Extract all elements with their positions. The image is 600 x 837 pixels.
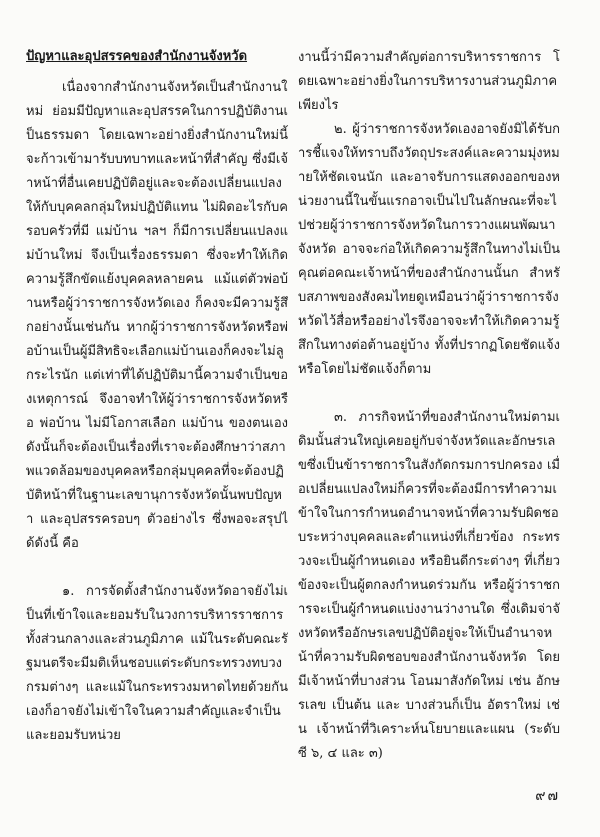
paragraph-item-1-continued: งานนี้ว่ามีความสำคัญต่อการบริหารราชการ โดยเฉพาะอย่างยิ่งในการบริหารงานส่วนภูมิภาคเพียงไร: [298, 50, 560, 113]
page-number: ๙๗: [535, 788, 560, 804]
paragraph-gap: [26, 556, 288, 580]
paragraph-gap: [298, 382, 560, 406]
right-column: [298, 46, 560, 766]
paragraph-item-2: ๒. ผู้ว่าราชการจังหวัดเองอาจยังมิได้รับการชี้แจงให้ทราบถึงวัตถุประสงค์และความมุ่งหมายให้ชัดเจนนัก และอาจรับการแสดงออกของหน่วยงานนี้ในขั้นแรกอาจเป็นไปในลักษณะที่จะไปช่วยผู้ว่าราชการจังหวัดในการวางแผนพัฒนาจังหวัด อาจจะก่อให้เกิดความรู้สึกในทางไม่เป็นคุณต่อคณะเจ้าหน้าที่ของสำนักงานนั้นก สำหรับสภาพของสังคมไทยดูเหมือนว่าผู้ว่าราชการจังหวัดไว้สื่อหรืออย่างไรจึงอาจจะทำให้เกิดความรู้สึกในทางต่อต้านอยู่บ้าง ทั้งที่ปรากฏโดยชัดแจ้งหรือโดยไม่ชัดแจ้งก็ตาม: [298, 122, 560, 377]
section-heading: ปัญหาและอุปสรรคของสำนักงานจังหวัด: [26, 49, 248, 64]
paragraph-intro: เนื่องจากสำนักงานจังหวัดเป็นสำนักงานใหม่ ย่อมมีปัญหาและอุปสรรคในการปฏิบัติงานเป็นธรรมดา โดยเฉพาะอย่างยิ่งสำนักงานใหม่นี้จะก้าวเข้ามารับบทบาทและหน้าที่สำคัญ ซึ่งมีเจ้าหน้าที่อื่นเคยปฏิบัติอยู่และจะต้องเปลี่ยนแปลงให้กับบุคคลกลุ่มใหม่ปฏิบัติแทน ไม่ผิดอะไรกับครอบครัวที่มี แม่บ้าน ฯลฯ ก็มีการเปลี่ยนแปลงแม่บ้านใหม่ จึงเป็นเรื่องธรรมดา ซึ่งจะทำให้เกิดความรู้สึกขัดแย้งบุคคลหลายคน แม้แต่ตัวพ่อบ้านหรือผู้ว่าราชการจังหวัดเอง ก็คงจะมีความรู้สึกอย่างนั้นเช่นกัน หากผู้ว่าราชการจังหวัดหรือพ่อบ้านเป็นผู้มีสิทธิจะเลือกแม่บ้านเองก็คงจะไม่ลูกระไรนัก แต่เท่าที่ได้ปฏิบัติมานี้ความจำเป็นของเหตุการณ์ จึงอาจทำให้ผู้ว่าราชการจังหวัดหรือ พ่อบ้าน ไม่มีโอกาสเลือก แม่บ้าน ของตนเอง ดังนั้นก็จะต้องเป็นเรื่องที่เราจะต้องศึกษาว่าสภาพแวดล้อมของบุคคลหรือกลุ่มบุคคลที่จะต้องปฏิบัติหน้าที่ในฐานะเลขานุการจังหวัดนั้นพบปัญหา และอุปสรรครอบๆ ตัวอย่างไร ซึ่งพอจะสรุปได้ดังนี้ คือ: [26, 80, 288, 551]
left-column: [26, 46, 288, 748]
paragraph-item-1: ๑. การจัดตั้งสำนักงานจังหวัดอาจยังไม่เป็นที่เข้าใจและยอมรับในวงการบริหารราชการทั้งส่วนกลางและส่วนภูมิภาค แม้ในระดับคณะรัฐมนตรีจะมีมติเห็นชอบแต่ระดับกระทรวงทบวงกรมต่างๆ และแม้ในกระทรวงมหาดไทยด้วยกันเองก็อาจยังไม่เข้าใจในความสำคัญและจำเป็นและยอมรับหน่วย: [26, 584, 288, 743]
paragraph-item-3: ๓. ภารกิจหน้าที่ของสำนักงานใหม่ตามเดิมนั้นส่วนใหญ่เคยอยู่กับจ่าจังหวัดและอักษรเลขซึ่งเป็นข้าราชการในสังกัดกรมการปกครอง เมื่อเปลี่ยนแปลงใหม่ก็ควรที่จะต้องมีการทำความเข้าใจในการกำหนดอำนาจหน้าที่ความรับผิดชอบระหว่างบุคคลและตำแหน่งที่เกี่ยวข้อง กระทรวงจะเป็นผู้กำหนดเอง หรือยินดีกระต่างๆ ที่เกี่ยวข้องจะเป็นผู้ตกลงกำหนดร่วมกัน หรือผู้ว่าราชการจะเป็นผู้กำหนดแบ่งงานว่างานใด ซึ่งเดิมจ่าจังหวัดหรืออักษรเลขปฏิบัติอยู่จะให้เป็นอำนาจหน้าที่ความรับผิดชอบของสำนักงานจังหวัด โดยมีเจ้าหน้าที่บางส่วน โอนมาสังกัดใหม่ เช่น อักษรเลข เป็นต้น และ บางส่วนก็เป็น อัตราใหม่ เช่น เจ้าหน้าที่วิเคราะห์นโยบายและแผน (ระดับ ซี ๖, ๔ และ ๓): [298, 410, 560, 761]
